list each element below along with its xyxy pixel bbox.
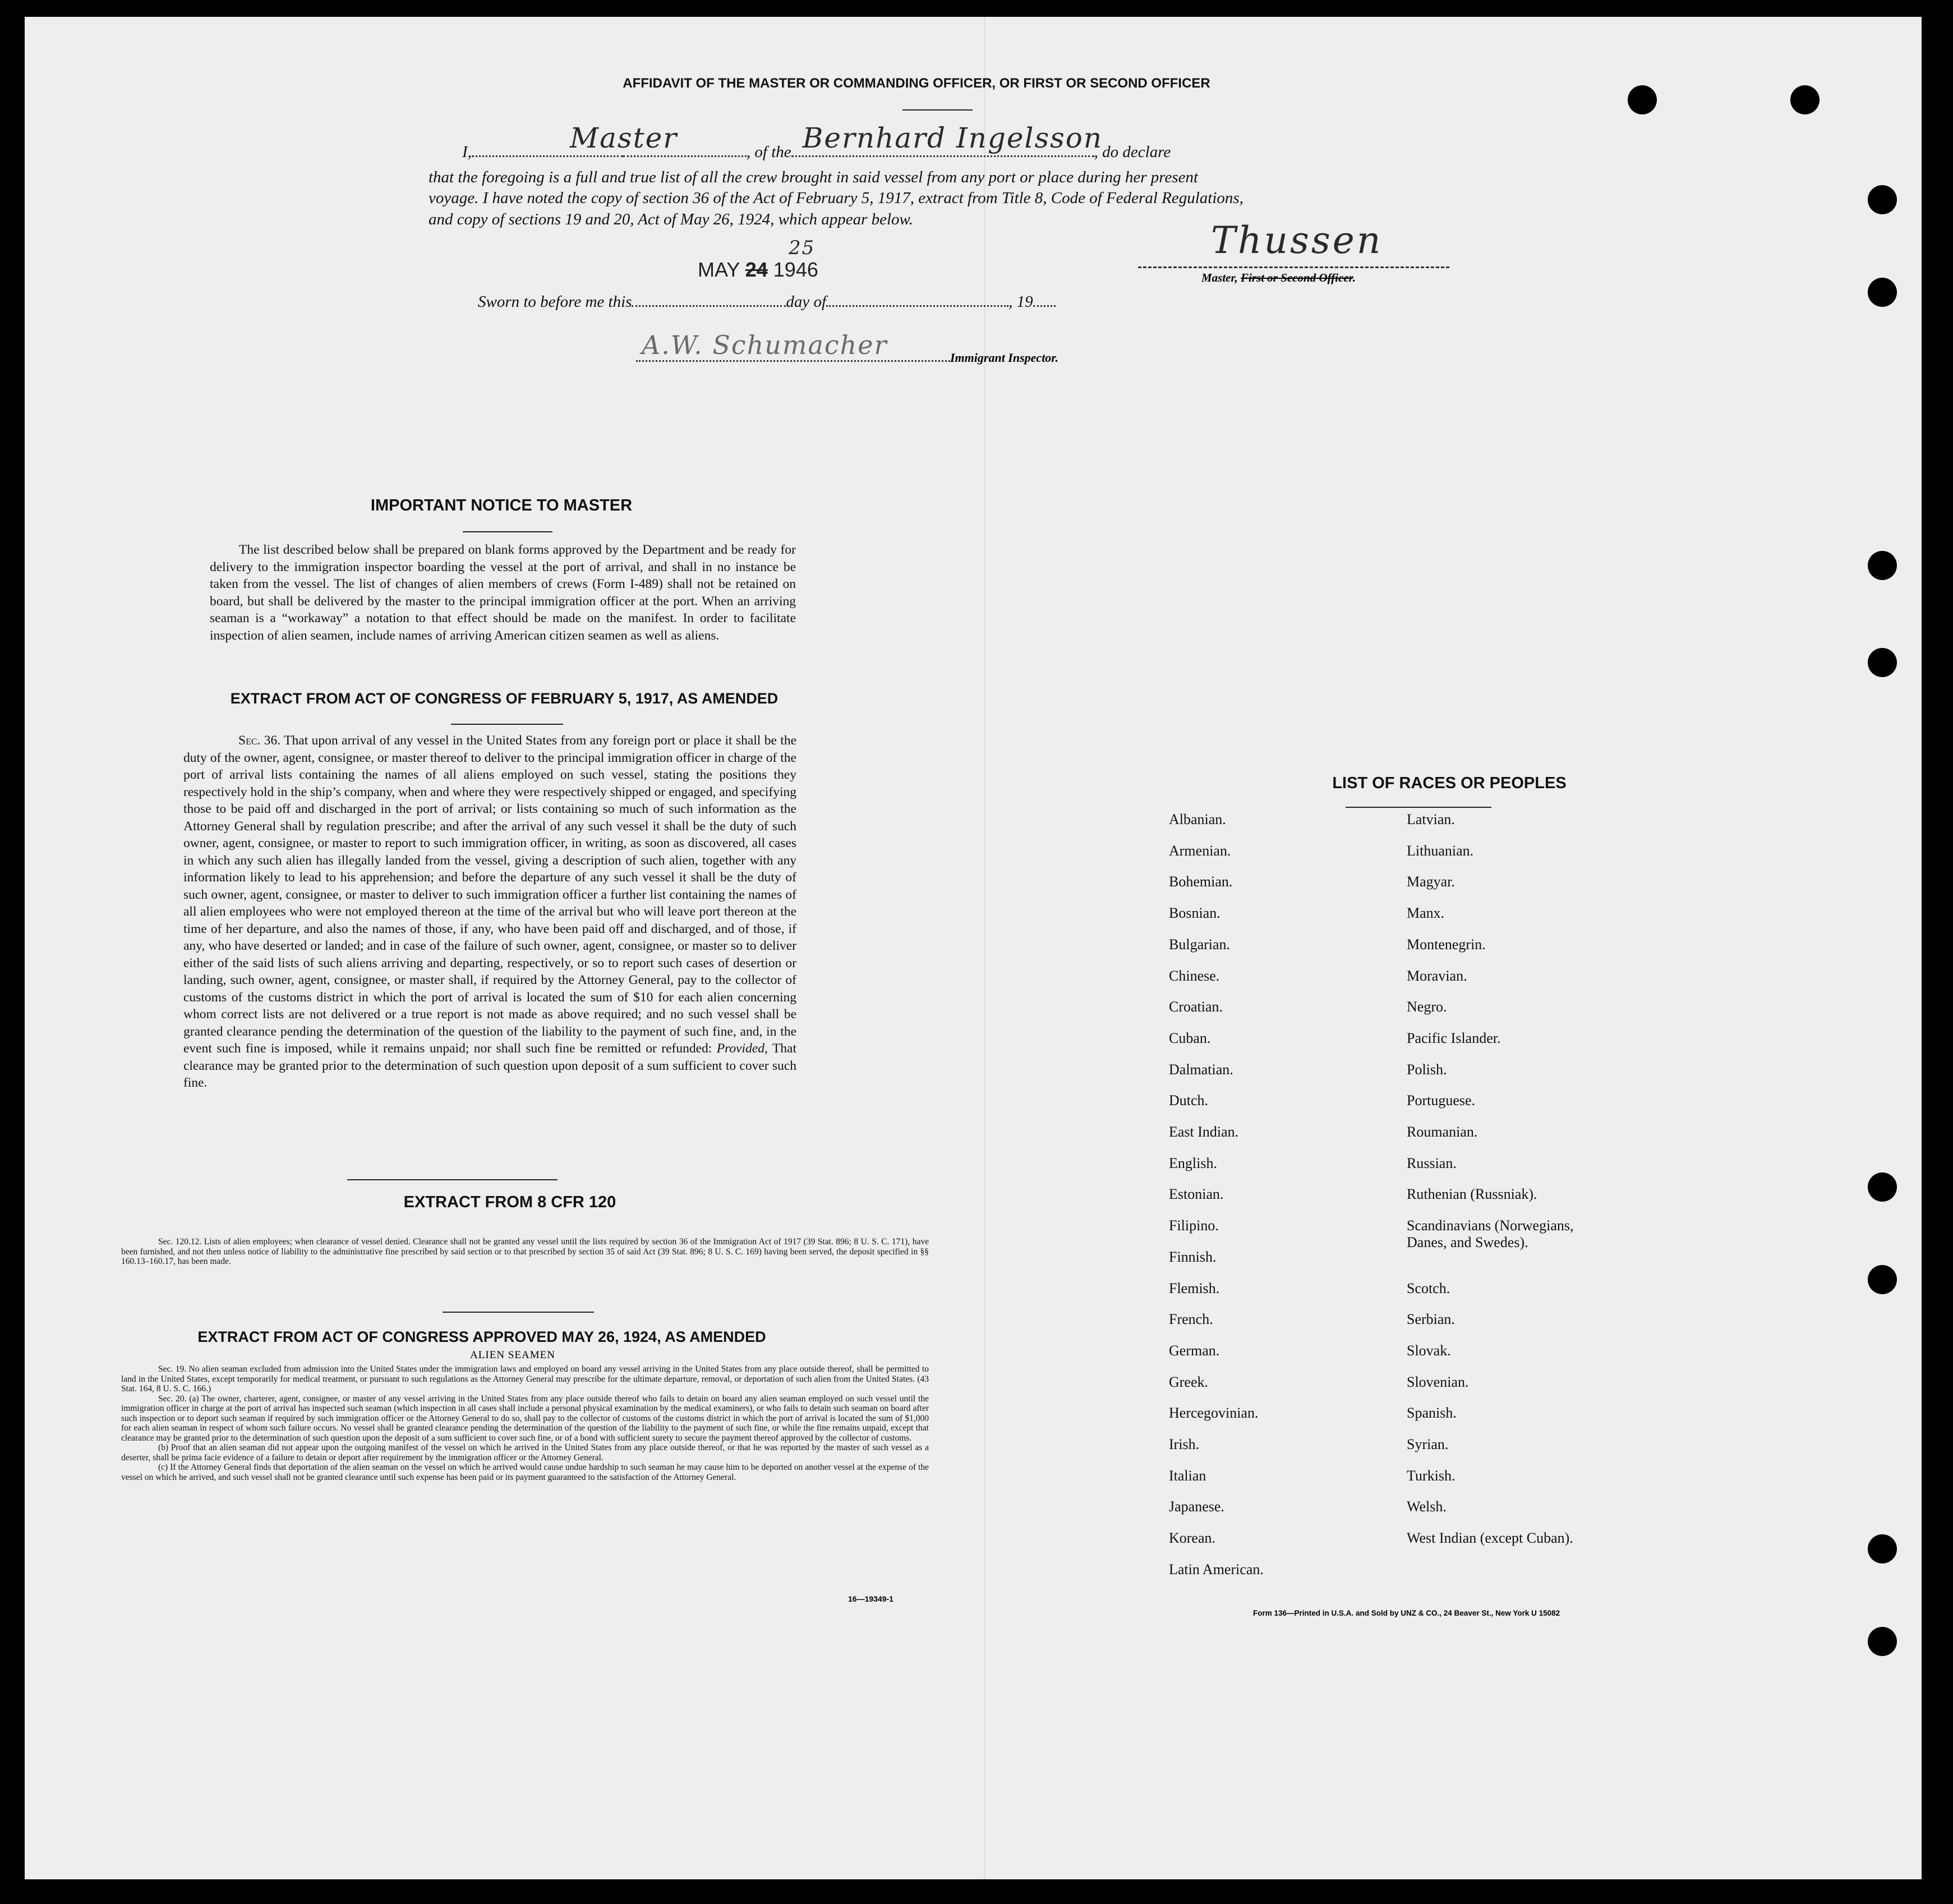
stamp-day-handwritten: 25: [789, 237, 816, 259]
day-of-text: day of: [786, 293, 827, 311]
label-do-declare: , do declare: [1094, 143, 1171, 161]
cfr-body: Sec. 120.12. Lists of alien employees; when clearance of vessel denied. Clearance shall not be granted any vessel until the lists required by section 36 of the Immigration Act of 1917 (39 Stat. 896; 8 U. S. C. 171), have been furnished, and not then unless notice of liability to the administrative fine prescribed by said section or to that prescribed by section 35 of said Act (39 Stat. 896; 8 U. S. C. 169) having been served, the deposit specified in §§ 160.13–160.17, has been made.: [121, 1237, 929, 1266]
race-item: Dalmatian.: [1169, 1061, 1233, 1078]
sec-20b: (b) Proof that an alien seaman did not appear upon the outgoing manifest of the vessel on which he arrived in the United States from any place outside thereof, or that he was reported by the master of such vessel as a deserter, shall be prima facie evidence of a failure to detain or deport after requirement by the immigration officer or the Attorney General.: [121, 1443, 929, 1463]
race-item: Irish.: [1169, 1436, 1200, 1452]
cfr-top-rule: [347, 1179, 558, 1180]
handwritten-rank: Master: [569, 122, 678, 154]
notice-body: The list described below shall be prepared on blank forms approved by the Department and be ready for delivery to the immigration inspector boarding the vessel at the port of arrival, and shall in no instance be taken from the vessel. The list of changes of alien members of crews (Form I-489) shall not be retained on board, but shall be delivered by the master to the principal immigration officer at the port. When an arriving seaman is a “workaway” a notation to that effect should be made on the manifest. In order to facilitate inspection of alien seamen, include names of arriving American citizen seamen as well as aliens.: [210, 542, 796, 643]
affidavit-line-1: [462, 122, 1623, 162]
punch-hole: [1868, 551, 1897, 580]
race-item: Turkish.: [1407, 1467, 1455, 1484]
extract-1924-title: EXTRACT FROM ACT OF CONGRESS APPROVED MAY 26, 1924, AS AMENDED: [197, 1328, 766, 1345]
race-item: French.: [1169, 1311, 1213, 1328]
race-item: East Indian.: [1169, 1124, 1239, 1140]
race-item: Lithuanian.: [1407, 842, 1474, 859]
race-item: Russian.: [1407, 1155, 1457, 1171]
extract-1917-body: [183, 732, 796, 1092]
races-rule: [1346, 807, 1491, 808]
stamp-day-struck: 24: [745, 258, 768, 281]
race-item: Hercegovinian.: [1169, 1405, 1259, 1422]
race-item: Portuguese.: [1407, 1092, 1476, 1109]
race-item: Magyar.: [1407, 873, 1455, 890]
sworn-text: Sworn to before me this: [478, 293, 632, 311]
section-36-end: That clearance may be granted prior to the determination of such question upon deposit of a sum sufficient to cover such fine.: [183, 1041, 797, 1090]
section-36-label: Sec. 36.: [238, 733, 281, 748]
race-item: Dutch.: [1169, 1092, 1209, 1109]
race-item: Slovak.: [1407, 1342, 1451, 1359]
race-item: Polish.: [1407, 1061, 1447, 1078]
punch-hole: [1868, 185, 1897, 214]
race-item: Bulgarian.: [1169, 936, 1231, 953]
master-label: Master,: [1201, 271, 1238, 284]
extract-1917-rule: [451, 724, 563, 725]
race-item: Roumanian.: [1407, 1124, 1478, 1140]
race-item: Bosnian.: [1169, 905, 1220, 922]
master-signature: Thussen: [1211, 219, 1383, 262]
handwritten-vessel: Bernhard Ingelsson: [802, 122, 1103, 154]
race-item: Filipino.: [1169, 1217, 1219, 1234]
label-of-the: , of the: [746, 143, 791, 161]
punch-hole: [1868, 1627, 1897, 1656]
race-item: Latvian.: [1407, 811, 1455, 827]
race-item: Latin American.: [1169, 1561, 1264, 1578]
race-item: Spanish.: [1407, 1405, 1457, 1422]
punch-hole: [1790, 85, 1820, 114]
race-item: Bohemian.: [1169, 873, 1233, 890]
race-item: Welsh.: [1407, 1498, 1447, 1515]
inspector-label: Immigrant Inspector.: [950, 351, 1059, 365]
sec-19: Sec. 19. No alien seaman excluded from admission into the United States under the immigration laws and employed on board any vessel arriving in the United States from any place outside thereof, shall be permitted to land in the United States, except temporarily for medical treatment, or pursuant to such regulations as the Attorney General may prescribe for the ultimate departure, removal, or deportation of such alien from the United States. (43 Stat. 164, 8 U. S. C. 166.): [121, 1364, 929, 1393]
punch-hole: [1868, 1172, 1897, 1202]
race-item: Manx.: [1407, 905, 1445, 922]
notice-rule: [463, 531, 552, 532]
inspector-signature: A.W. Schumacher: [642, 330, 888, 360]
race-item: Flemish.: [1169, 1280, 1220, 1296]
race-item: Negro.: [1407, 999, 1447, 1015]
race-item: Scotch.: [1407, 1280, 1450, 1296]
affidavit-line-4: and copy of sections 19 and 20, Act of May 26, 1924, which appear below.: [429, 210, 913, 228]
sec-20c: (c) If the Attorney General finds that deportation of the alien seaman on the vessel on which he arrived would cause undue hardship to such seaman he may cause him to be deported on another vessel at the expense of the vessel on which he arrived, and such vessel shall not be granted clearance until such expense has been paid or its payment guaranteed to the satisfaction of the Attorney General.: [121, 1463, 929, 1482]
race-item: West Indian (except Cuban).: [1407, 1530, 1573, 1547]
race-item: Estonian.: [1169, 1186, 1224, 1203]
race-item: Syrian.: [1407, 1436, 1449, 1452]
punch-hole: [1628, 85, 1657, 114]
race-item: Moravian.: [1407, 967, 1467, 984]
cfr-bottom-rule: [443, 1312, 594, 1313]
affidavit-line-2: that the foregoing is a full and true list of all the crew brought in said vessel from any port or place during her present: [429, 168, 1199, 186]
race-item: Greek.: [1169, 1373, 1209, 1390]
punch-hole: [1868, 278, 1897, 307]
printer-footer: Form 136—Printed in U.S.A. and Sold by UNZ & CO., 24 Beaver St., New York U 15082: [1253, 1609, 1560, 1617]
race-item: Ruthenian (Russniak).: [1407, 1186, 1537, 1203]
race-item: Serbian.: [1407, 1311, 1455, 1328]
date-stamp: [698, 258, 818, 282]
race-item: Finnish.: [1169, 1248, 1217, 1265]
race-item: English.: [1169, 1155, 1217, 1171]
cfr-title: EXTRACT FROM 8 CFR 120: [403, 1193, 616, 1211]
races-title: LIST OF RACES OR PEOPLES: [1332, 774, 1567, 792]
race-item: Croatian.: [1169, 999, 1223, 1015]
alien-seamen-subtitle: ALIEN SEAMEN: [470, 1349, 555, 1361]
race-item: Pacific Islander.: [1407, 1029, 1501, 1046]
race-item: Montenegrin.: [1407, 936, 1486, 953]
affidavit-title: AFFIDAVIT OF THE MASTER OR COMMANDING OFFICER, OR FIRST OR SECOND OFFICER: [623, 76, 1210, 91]
race-item: Slovenian.: [1407, 1373, 1469, 1390]
race-item: Japanese.: [1169, 1498, 1224, 1515]
affidavit-line-3: voyage. I have noted the copy of section 36 of the Act of February 5, 1917, extract from Title 8, Code of Federal Regulations,: [429, 189, 1243, 207]
punch-hole: [1868, 648, 1897, 677]
sec-20a: Sec. 20. (a) The owner, charterer, agent, consignee, or master of any vessel arriving in the United States from any place outside thereof who fails to detain on board any alien seaman employed on such vessel until the immigration officer in charge at the port of arrival has inspected such seaman (which inspection in all cases shall include a personal physical examination by the medical examiners), or who fails to detain such seaman on board after such inspection or to deport such seaman if required by such immigration officer or the Attorney General to do so, shall pay to the collector of customs of the customs district in which the port of arrival is located the sum of $1,000 for each alien seaman in respect of whom such failure occurs. No vessel shall be granted clearance pending the determination of the question of the liability to the payment of such fine, or while the fine remains unpaid, except that clearance may be granted prior to the determination of such question upon the deposit of a sum sufficient to cover such fine, or of a bond with sufficient surety to secure the payment thereof approved by the collector of customs.: [121, 1393, 929, 1443]
extract-1917-title: EXTRACT FROM ACT OF CONGRESS OF FEBRUARY 5, 1917, AS AMENDED: [230, 690, 779, 707]
punch-hole: [1868, 1265, 1897, 1294]
year-prefix: , 19: [1008, 293, 1033, 311]
race-item: Cuban.: [1169, 1029, 1211, 1046]
race-item: Korean.: [1169, 1530, 1216, 1547]
race-item: German.: [1169, 1342, 1220, 1359]
race-item: Albanian.: [1169, 811, 1226, 827]
race-item: Italian: [1169, 1467, 1206, 1484]
label-i: I,: [462, 143, 472, 161]
title-rule: [902, 109, 973, 111]
signature-line: [1138, 266, 1449, 268]
inspector-line: [636, 330, 1059, 365]
document-page: [25, 17, 1922, 1879]
extract-1924-body: [121, 1364, 929, 1482]
provided-label: Provided,: [716, 1041, 768, 1056]
sworn-line: [478, 293, 1056, 311]
notice-title: IMPORTANT NOTICE TO MASTER: [370, 496, 633, 514]
punch-hole: [1868, 1534, 1897, 1563]
race-item: Chinese.: [1169, 967, 1220, 984]
section-36-text: That upon arrival of any vessel in the United States from any foreign port or place it shall be the duty of the owner, agent, consignee, or master thereof to deliver to the principal immigration officer in charge of the port of arrival lists containing the names of all aliens employed on such vessel, stating the positions they respectively hold in the ship’s company, when and where they were respectively shipped or engaged, and specifying those to be paid off and discharged in the port of arrival; or lists containing so much of such information as the Attorney General shall by regulation prescribe; and after the arrival of any such vessel it shall be the duty of such owner, agent, consignee, or master to report to such immigration officer, in writing, as soon as discovered, all cases in which any such alien has illegally landed from the vessel, giving a description of such alien, together with any information likely to lead to his apprehension; and before the departure of any such vessel it shall be the duty of such owner, agent, consignee, or master to deliver to such immigration officer a further list containing the names of all alien employees who were not employed thereon at the time of the arrival but who will leave port thereon at the time of her departure, and also the names of those, if any, who have been paid off and discharged, and of those, if any, who have deserted or landed; and in case of the failure of such owner, agent, consignee, or master so to deliver either of the said lists of such aliens arriving and departing, respectively, or so to report such cases of desertion or landing, such owner, agent, consignee, or master shall, if required by the Attorney General, pay to the collector of customs of the customs district in which the port of arrival is located the sum of $10 for each alien concerning whom correct lists are not delivered or a true report is not made as above required; and no such vessel shall be granted clearance pending the determination of the question of the liability to the payment of such fine, and, in the event such fine is imposed, while it remains unpaid; nor shall such fine be remitted or refunded:: [183, 733, 796, 1056]
stamp-year: 1946: [773, 258, 818, 281]
master-label-line: Master, First or Second Officer.: [1201, 271, 1356, 284]
stamp-month: MAY: [698, 258, 740, 281]
race-item: Armenian.: [1169, 842, 1231, 859]
struck-label: First or Second Officer: [1241, 271, 1353, 284]
form-code: 16—19349-1: [848, 1594, 893, 1603]
race-item: Scandinavians (Norwegians, Danes, and Swedes).: [1407, 1217, 1574, 1251]
